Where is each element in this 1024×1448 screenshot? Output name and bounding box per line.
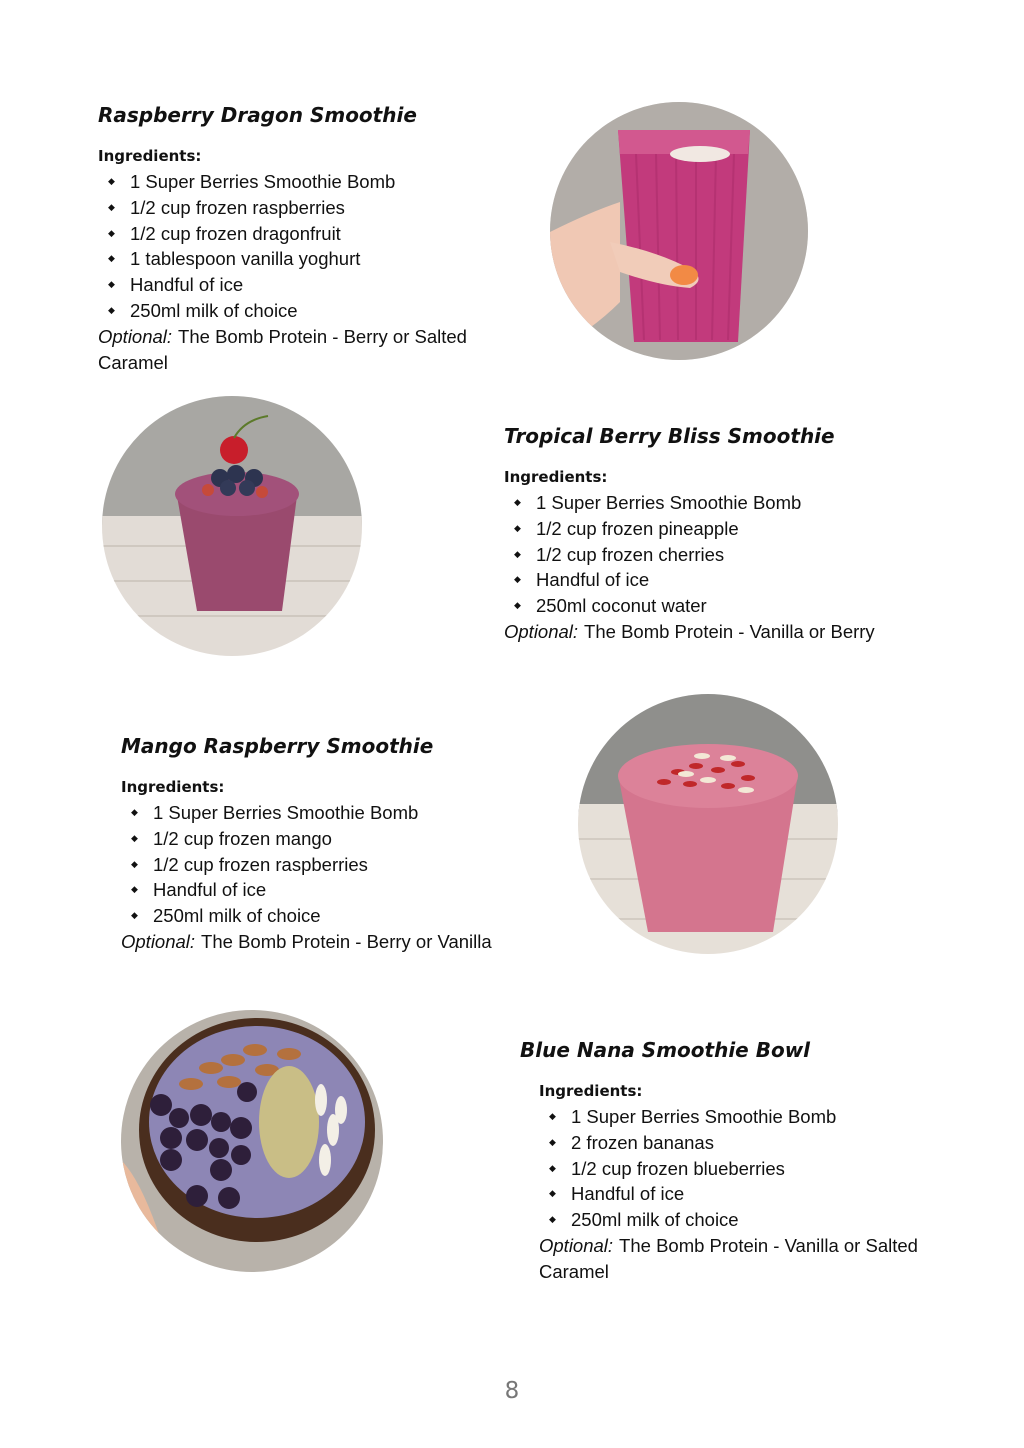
optional-label: Optional: bbox=[121, 930, 196, 952]
ingredients-label: Ingredients: bbox=[121, 778, 225, 796]
recipe-body bbox=[520, 1082, 940, 1285]
ingredient-item: ◆ 250ml coconut water bbox=[514, 593, 924, 619]
ingredients-label: Ingredients: bbox=[539, 1082, 643, 1100]
photo-mango-raspberry bbox=[578, 694, 838, 954]
ingredient-item: ◆ 1 Super Berries Smoothie Bomb bbox=[514, 490, 924, 516]
optional-text: The Bomb Protein - Vanilla or Berry bbox=[584, 620, 875, 642]
optional-text: The Bomb Protein - Vanilla or Salted Caramel bbox=[539, 1234, 918, 1282]
photo-raspberry-dragon bbox=[550, 102, 808, 360]
optional-note bbox=[539, 1233, 940, 1285]
ingredient-item: ◆ 1/2 cup frozen mango bbox=[131, 826, 541, 852]
ingredient-item: ◆ Handful of ice bbox=[514, 567, 924, 593]
recipe-mango-raspberry bbox=[121, 734, 541, 955]
ingredient-item: ◆ Handful of ice bbox=[131, 877, 541, 903]
ingredient-list bbox=[539, 1104, 940, 1233]
recipe-title: Blue Nana Smoothie Bowl bbox=[520, 1038, 811, 1062]
ingredient-item: ◆ 1 Super Berries Smoothie Bomb bbox=[108, 169, 498, 195]
optional-note bbox=[98, 324, 498, 376]
optional-text: The Bomb Protein - Berry or Vanilla bbox=[201, 930, 492, 952]
optional-label: Optional: bbox=[539, 1234, 614, 1256]
recipe-title: Tropical Berry Bliss Smoothie bbox=[504, 424, 835, 448]
ingredient-list bbox=[98, 169, 498, 324]
ingredients-label: Ingredients: bbox=[98, 147, 202, 165]
recipe-raspberry-dragon bbox=[98, 103, 498, 375]
optional-text: The Bomb Protein - Berry or Salted Caramel bbox=[98, 325, 467, 373]
ingredient-item: ◆ 1/2 cup frozen dragonfruit bbox=[108, 221, 498, 247]
ingredient-item: ◆ 250ml milk of choice bbox=[131, 903, 541, 929]
ingredient-item: ◆ 1/2 cup frozen raspberries bbox=[131, 852, 541, 878]
smoothie-cup-image bbox=[102, 396, 362, 656]
ingredients-label: Ingredients: bbox=[504, 468, 608, 486]
photo-blue-nana-bowl bbox=[121, 1010, 383, 1272]
ingredient-item: ◆ Handful of ice bbox=[549, 1181, 940, 1207]
recipe-blue-nana-bowl bbox=[520, 1038, 940, 1285]
ingredient-item: ◆ 250ml milk of choice bbox=[108, 298, 498, 324]
recipe-title: Mango Raspberry Smoothie bbox=[121, 734, 434, 758]
ingredient-item: ◆ 1 tablespoon vanilla yoghurt bbox=[108, 246, 498, 272]
ingredient-item: ◆ 1/2 cup frozen raspberries bbox=[108, 195, 498, 221]
optional-note bbox=[121, 929, 541, 955]
ingredient-list bbox=[121, 800, 541, 929]
ingredient-item: ◆ Handful of ice bbox=[108, 272, 498, 298]
recipe-tropical-berry-bliss bbox=[504, 424, 924, 645]
smoothie-bowl-image bbox=[121, 1010, 383, 1272]
optional-label: Optional: bbox=[98, 325, 173, 347]
ingredient-item: ◆ 1/2 cup frozen pineapple bbox=[514, 516, 924, 542]
smoothie-glass-image bbox=[550, 102, 808, 360]
recipe-title: Raspberry Dragon Smoothie bbox=[98, 103, 417, 127]
ingredient-item: ◆ 250ml milk of choice bbox=[549, 1207, 940, 1233]
optional-label: Optional: bbox=[504, 620, 579, 642]
ingredient-item: ◆ 1 Super Berries Smoothie Bomb bbox=[549, 1104, 940, 1130]
optional-note bbox=[504, 619, 924, 645]
ingredient-list bbox=[504, 490, 924, 619]
smoothie-glass-image bbox=[578, 694, 838, 954]
ingredient-item: ◆ 2 frozen bananas bbox=[549, 1130, 940, 1156]
photo-tropical-berry-bliss bbox=[102, 396, 362, 656]
ingredient-item: ◆ 1/2 cup frozen blueberries bbox=[549, 1156, 940, 1182]
ingredient-item: ◆ 1 Super Berries Smoothie Bomb bbox=[131, 800, 541, 826]
ingredient-item: ◆ 1/2 cup frozen cherries bbox=[514, 542, 924, 568]
page-number: 8 bbox=[504, 1378, 520, 1404]
